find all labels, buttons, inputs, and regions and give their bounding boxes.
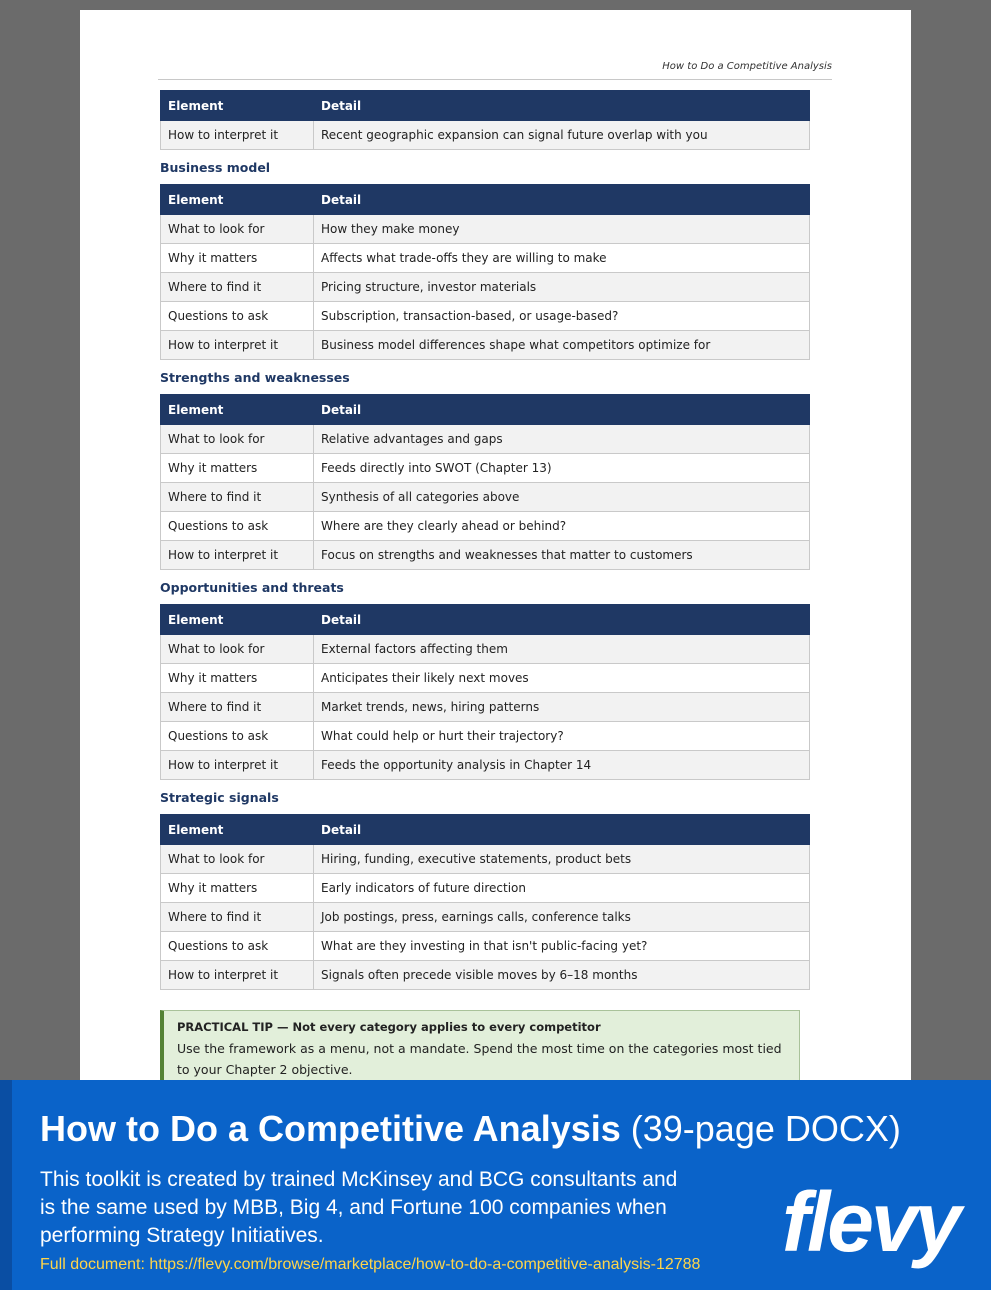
table-row	[161, 512, 810, 541]
table-row	[161, 331, 810, 360]
banner-accent-strip	[0, 1080, 12, 1290]
column-header-detail: Detail	[314, 185, 810, 215]
detail-cell: Market trends, news, hiring patterns	[314, 693, 810, 722]
table-row	[161, 215, 810, 244]
detail-cell: Feeds the opportunity analysis in Chapter 14	[314, 751, 810, 780]
element-cell: How to interpret it	[161, 541, 314, 570]
element-cell: Where to find it	[161, 483, 314, 512]
flevy-logo[interactable]: flevy	[782, 1175, 959, 1269]
tip-title: PRACTICAL TIP — Not every category applies to every competitor	[177, 1020, 601, 1034]
banner-link-label: Full document:	[40, 1256, 150, 1273]
table-row	[161, 664, 810, 693]
element-cell: What to look for	[161, 635, 314, 664]
detail-cell: Signals often precede visible moves by 6–18 months	[314, 961, 810, 990]
detail-cell: Synthesis of all categories above	[314, 483, 810, 512]
element-cell: Questions to ask	[161, 302, 314, 331]
top-table	[160, 90, 810, 150]
detail-cell: What are they investing in that isn't public-facing yet?	[314, 932, 810, 961]
element-cell: Where to find it	[161, 693, 314, 722]
element-cell: Questions to ask	[161, 932, 314, 961]
column-header-element: Element	[161, 815, 314, 845]
promo-banner	[0, 1080, 991, 1290]
banner-title	[40, 1108, 901, 1150]
table-row	[161, 635, 810, 664]
table-row	[161, 845, 810, 874]
table-row	[161, 961, 810, 990]
table-row	[161, 244, 810, 273]
element-cell: What to look for	[161, 215, 314, 244]
table-row	[161, 693, 810, 722]
running-header: How to Do a Competitive Analysis	[158, 61, 832, 80]
table-row	[161, 932, 810, 961]
tip-body: Use the framework as a menu, not a mandate. Spend the most time on the categories most tied to your Chapter 2 objective.	[177, 1041, 782, 1077]
element-cell: What to look for	[161, 845, 314, 874]
element-cell: Why it matters	[161, 244, 314, 273]
banner-title-light: (39-page DOCX)	[620, 1108, 901, 1149]
column-header-element: Element	[161, 395, 314, 425]
detail-cell: Hiring, funding, executive statements, product bets	[314, 845, 810, 874]
banner-title-bold: How to Do a Competitive Analysis	[40, 1108, 621, 1149]
section-title: Business model	[160, 160, 271, 175]
column-header-detail: Detail	[314, 395, 810, 425]
detail-cell: Recent geographic expansion can signal future overlap with you	[314, 121, 810, 150]
detail-cell: Pricing structure, investor materials	[314, 273, 810, 302]
section-table	[160, 814, 810, 990]
section-table	[160, 394, 810, 570]
table-row	[161, 302, 810, 331]
column-header-element: Element	[161, 185, 314, 215]
element-cell: What to look for	[161, 425, 314, 454]
detail-cell: How they make money	[314, 215, 810, 244]
detail-cell: Relative advantages and gaps	[314, 425, 810, 454]
detail-cell: Business model differences shape what competitors optimize for	[314, 331, 810, 360]
column-header-detail: Detail	[314, 605, 810, 635]
element-cell: Where to find it	[161, 273, 314, 302]
detail-cell: Affects what trade-offs they are willing to make	[314, 244, 810, 273]
element-cell: Where to find it	[161, 903, 314, 932]
detail-cell: Early indicators of future direction	[314, 874, 810, 903]
table-row	[161, 273, 810, 302]
table-row	[161, 483, 810, 512]
detail-cell: What could help or hurt their trajectory?	[314, 722, 810, 751]
detail-cell: External factors affecting them	[314, 635, 810, 664]
table-row	[161, 874, 810, 903]
column-header-detail: Detail	[314, 91, 810, 121]
element-cell: How to interpret it	[161, 121, 314, 150]
detail-cell: Anticipates their likely next moves	[314, 664, 810, 693]
detail-cell: Job postings, press, earnings calls, conference talks	[314, 903, 810, 932]
table-row	[161, 425, 810, 454]
element-cell: Why it matters	[161, 874, 314, 903]
section-title: Strategic signals	[160, 790, 279, 805]
section-title: Opportunities and threats	[160, 580, 344, 595]
column-header-element: Element	[161, 91, 314, 121]
element-cell: Questions to ask	[161, 512, 314, 541]
table-row	[161, 751, 810, 780]
detail-cell: Where are they clearly ahead or behind?	[314, 512, 810, 541]
banner-description: This toolkit is created by trained McKinsey and BCG consultants and is the same used by MBB, Big 4, and Fortune 100 companies when performing Strategy Initiatives.	[40, 1168, 678, 1247]
table-row	[161, 903, 810, 932]
table-row	[161, 121, 810, 150]
detail-cell: Focus on strengths and weaknesses that matter to customers	[314, 541, 810, 570]
document-content	[160, 90, 810, 990]
table-row	[161, 454, 810, 483]
table-row	[161, 541, 810, 570]
practical-tip-box	[160, 1010, 800, 1090]
banner-link[interactable]	[40, 1256, 700, 1274]
element-cell: Why it matters	[161, 664, 314, 693]
detail-cell: Subscription, transaction-based, or usage-based?	[314, 302, 810, 331]
element-cell: Why it matters	[161, 454, 314, 483]
element-cell: How to interpret it	[161, 751, 314, 780]
section-table	[160, 184, 810, 360]
column-header-detail: Detail	[314, 815, 810, 845]
element-cell: How to interpret it	[161, 331, 314, 360]
column-header-element: Element	[161, 605, 314, 635]
detail-cell: Feeds directly into SWOT (Chapter 13)	[314, 454, 810, 483]
banner-link-url[interactable]: https://flevy.com/browse/marketplace/how-to-do-a-competitive-analysis-12788	[149, 1256, 701, 1273]
element-cell: Questions to ask	[161, 722, 314, 751]
element-cell: How to interpret it	[161, 961, 314, 990]
section-table	[160, 604, 810, 780]
section-title: Strengths and weaknesses	[160, 370, 350, 385]
table-row	[161, 722, 810, 751]
